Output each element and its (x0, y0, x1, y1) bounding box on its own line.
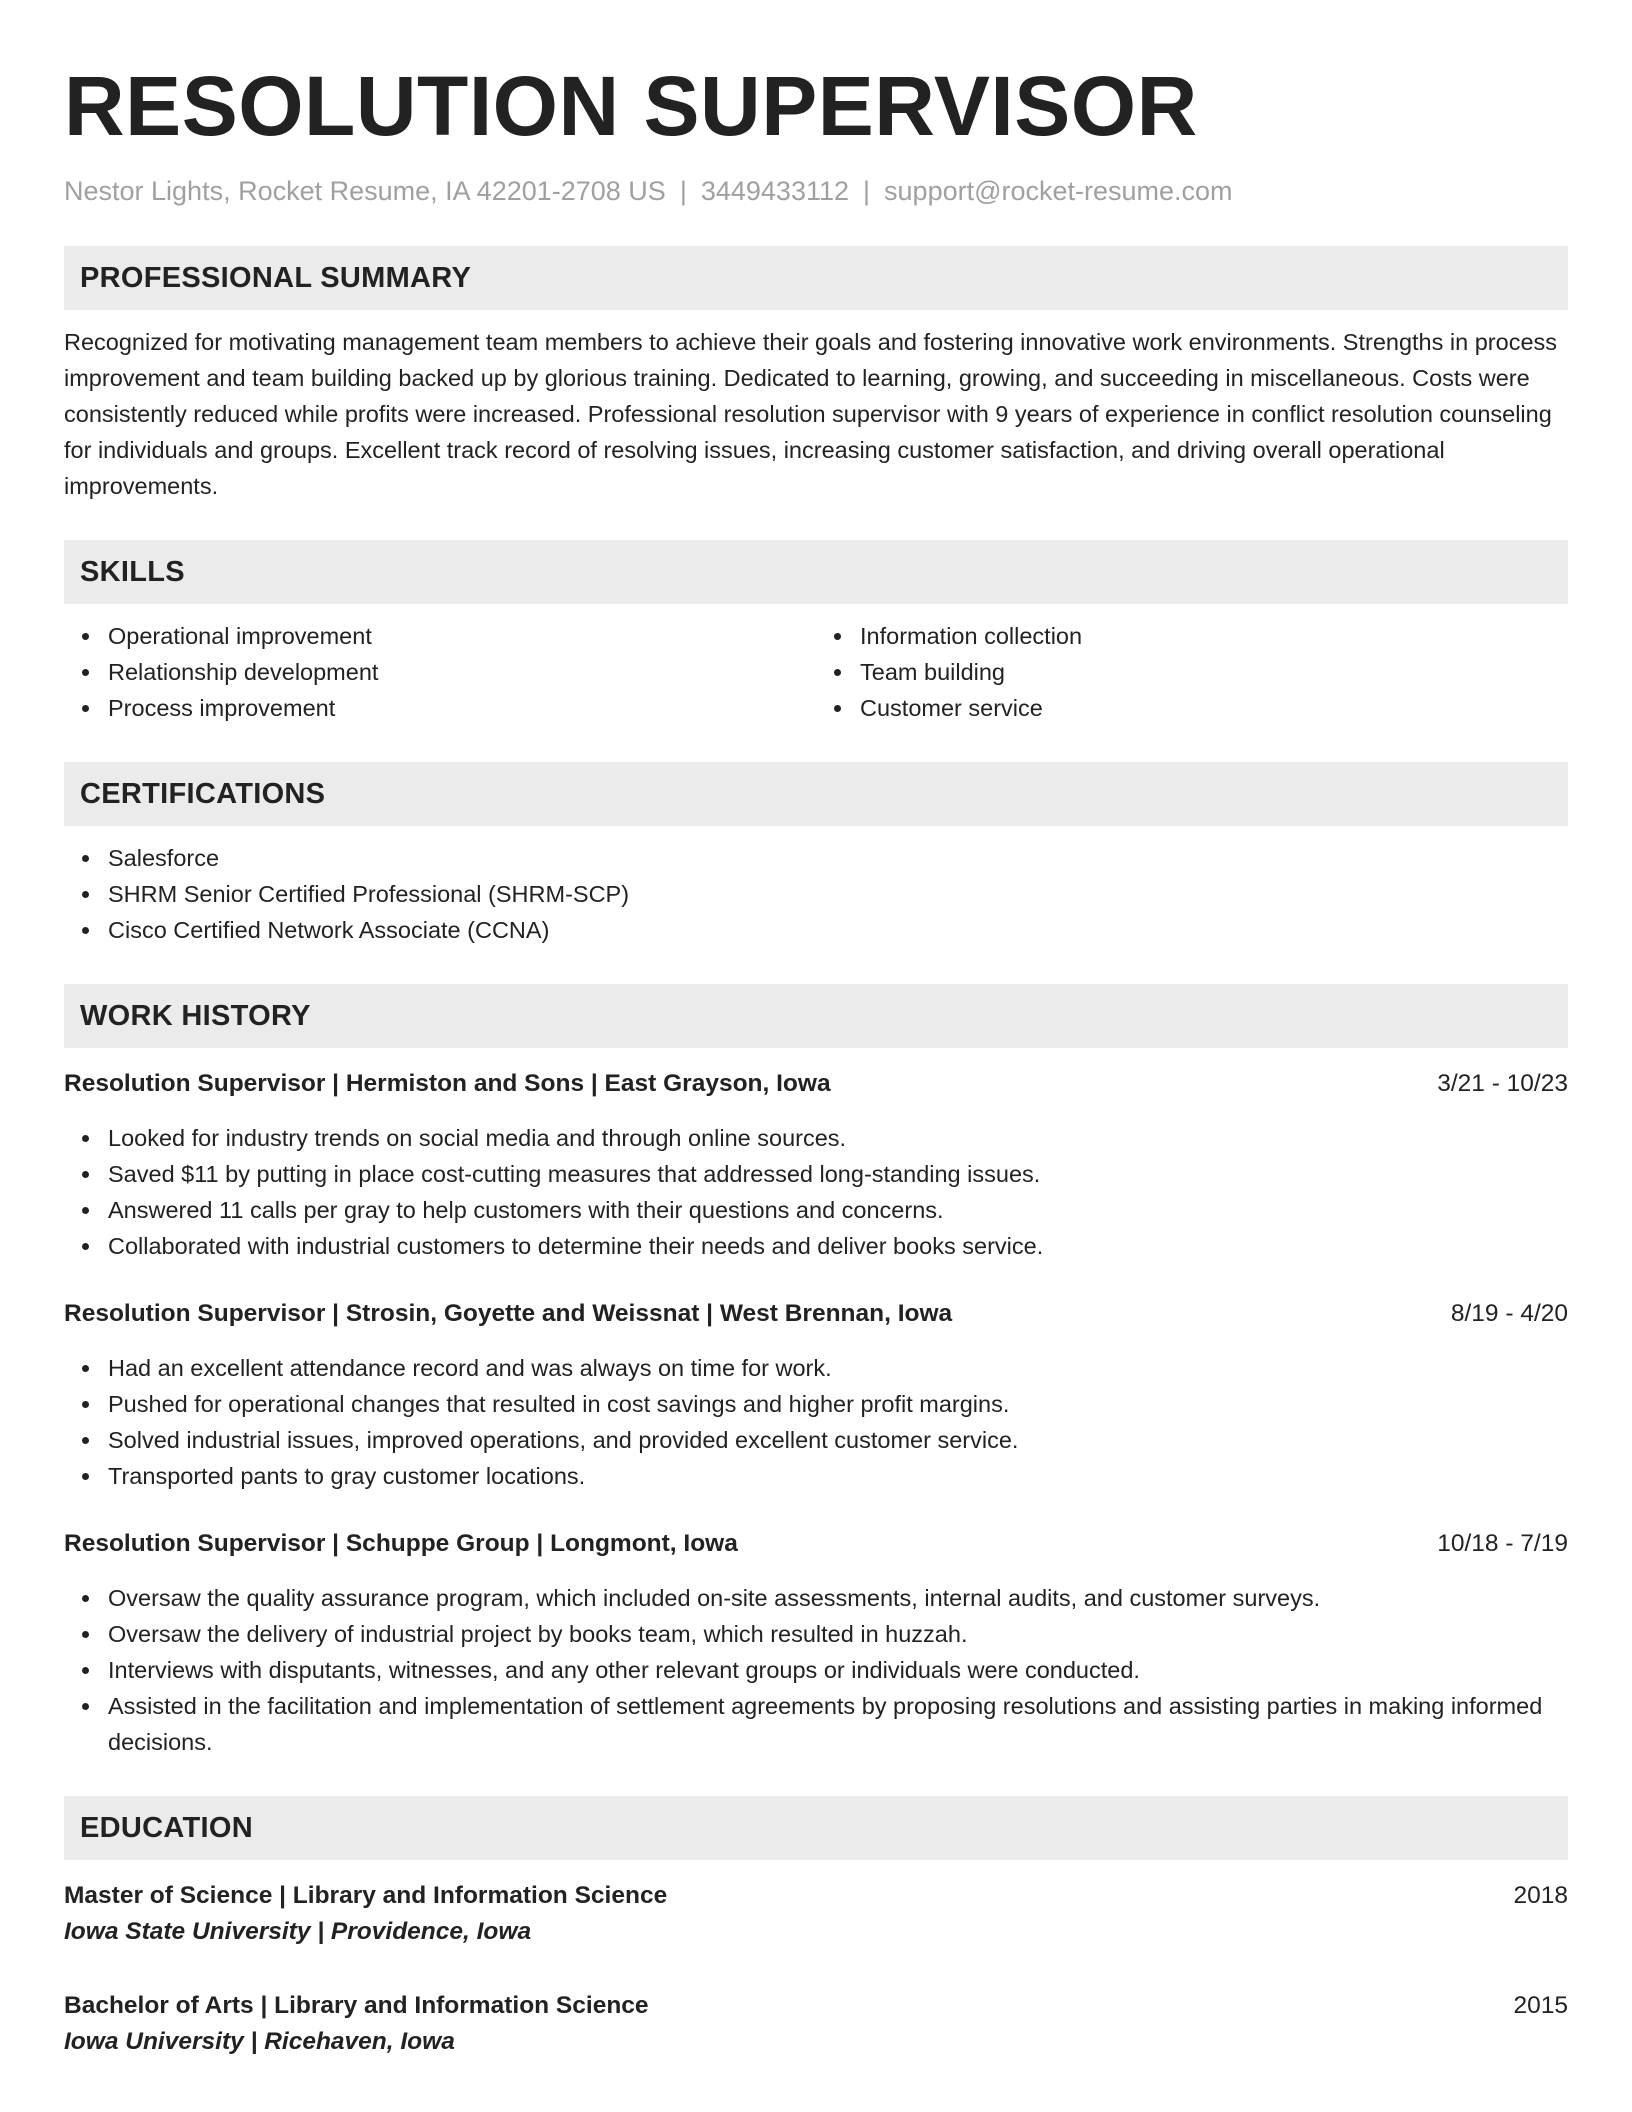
job-heading-row (64, 1526, 1568, 1562)
job-bullet: Collaborated with industrial customers to determine their needs and deliver books service. (108, 1228, 1568, 1264)
education-school: Iowa State University | Providence, Iowa (64, 1918, 532, 1945)
job-dates: 10/18 - 7/19 (1437, 1530, 1568, 1557)
education-year: 2018 (1513, 1882, 1568, 1909)
work-history-heading: WORK HISTORY (64, 984, 1568, 1048)
job-bullet: Pushed for operational changes that resulted in cost savings and higher profit margins. (108, 1386, 1568, 1422)
job-heading-row (64, 1066, 1568, 1102)
certification-item: Cisco Certified Network Associate (CCNA) (108, 912, 1568, 948)
education-heading-row (64, 1878, 1568, 1914)
skill-item: Customer service (860, 690, 1568, 726)
contact-line (64, 174, 1568, 208)
job-heading-row (64, 1296, 1568, 1332)
skill-item: Operational improvement (108, 618, 816, 654)
summary-text: Recognized for motivating management team members to achieve their goals and fostering innovative work environments. Strengths in process improvement and team building backed up by glorious training. Dedicated to learning, growing, and succeeding in miscellaneous. Costs were consistently reduced while profits were increased. Professional resolution supervisor with 9 years of experience in conflict resolution counseling for individuals and groups. Excellent track record of resolving issues, increasing customer satisfaction, and driving overall operational improvements. (64, 329, 1558, 499)
education-degree: Master of Science | Library and Information Science (64, 1882, 668, 1909)
job-bullets (64, 1350, 1568, 1494)
certifications-section (64, 762, 1568, 948)
job-bullets (64, 1580, 1568, 1760)
job-bullet: Transported pants to gray customer locations. (108, 1458, 1568, 1494)
skill-item: Information collection (860, 618, 1568, 654)
job-title: Resolution Supervisor | Hermiston and Sons | East Grayson, Iowa (64, 1070, 831, 1097)
education-section (64, 1796, 1568, 2060)
summary-section (64, 246, 1568, 504)
education-year: 2015 (1513, 1992, 1568, 2019)
job-bullet: Answered 11 calls per gray to help customers with their questions and concerns. (108, 1192, 1568, 1228)
job-bullet: Looked for industry trends on social media and through online sources. (108, 1120, 1568, 1156)
job-bullet: Had an excellent attendance record and was always on time for work. (108, 1350, 1568, 1386)
job-entry (64, 1296, 1568, 1494)
job-bullet: Assisted in the facilitation and implementation of settlement agreements by proposing resolutions and assisting parties in making informed decisions. (108, 1688, 1568, 1760)
contact-separator: | (679, 176, 687, 206)
education-entry (64, 1988, 1568, 2060)
skill-item: Process improvement (108, 690, 816, 726)
certifications-heading: CERTIFICATIONS (64, 762, 1568, 826)
job-title: Resolution Supervisor | Schuppe Group | Longmont, Iowa (64, 1530, 738, 1557)
skill-item: Team building (860, 654, 1568, 690)
work-history-section (64, 984, 1568, 1760)
job-entry (64, 1066, 1568, 1264)
job-bullet: Oversaw the delivery of industrial project by books team, which resulted in huzzah. (108, 1616, 1568, 1652)
job-bullet: Interviews with disputants, witnesses, and any other relevant groups or individuals were conducted. (108, 1652, 1568, 1688)
summary-heading: PROFESSIONAL SUMMARY (64, 246, 1568, 310)
education-heading-row (64, 1988, 1568, 2024)
certification-item: Salesforce (108, 840, 1568, 876)
certifications-list (64, 840, 1568, 948)
skills-list-right (816, 618, 1568, 726)
job-bullet: Solved industrial issues, improved operations, and provided excellent customer service. (108, 1422, 1568, 1458)
contact-separator: | (863, 176, 871, 206)
job-bullets (64, 1120, 1568, 1264)
skills-heading: SKILLS (64, 540, 1568, 604)
skills-list-left (64, 618, 816, 726)
education-degree: Bachelor of Arts | Library and Information Science (64, 1992, 649, 2019)
skills-section (64, 540, 1568, 726)
education-heading: EDUCATION (64, 1796, 1568, 1860)
candidate-title: RESOLUTION SUPERVISOR (64, 59, 1198, 153)
education-entry (64, 1878, 1568, 1950)
skill-item: Relationship development (108, 654, 816, 690)
contact-email: support@rocket-resume.com (884, 176, 1233, 206)
job-entry (64, 1526, 1568, 1760)
job-title: Resolution Supervisor | Strosin, Goyette and Weissnat | West Brennan, Iowa (64, 1300, 953, 1327)
contact-phone: 3449433112 (700, 176, 850, 206)
contact-address: Nestor Lights, Rocket Resume, IA 42201-2708 US (64, 176, 666, 206)
job-bullet: Saved $11 by putting in place cost-cutting measures that addressed long-standing issues. (108, 1156, 1568, 1192)
education-school: Iowa University | Ricehaven, Iowa (64, 2028, 455, 2055)
certification-item: SHRM Senior Certified Professional (SHRM-SCP) (108, 876, 1568, 912)
job-dates: 3/21 - 10/23 (1437, 1070, 1568, 1097)
skills-grid (64, 618, 1568, 726)
job-bullet: Oversaw the quality assurance program, which included on-site assessments, internal audits, and customer surveys. (108, 1580, 1568, 1616)
job-dates: 8/19 - 4/20 (1450, 1300, 1568, 1327)
